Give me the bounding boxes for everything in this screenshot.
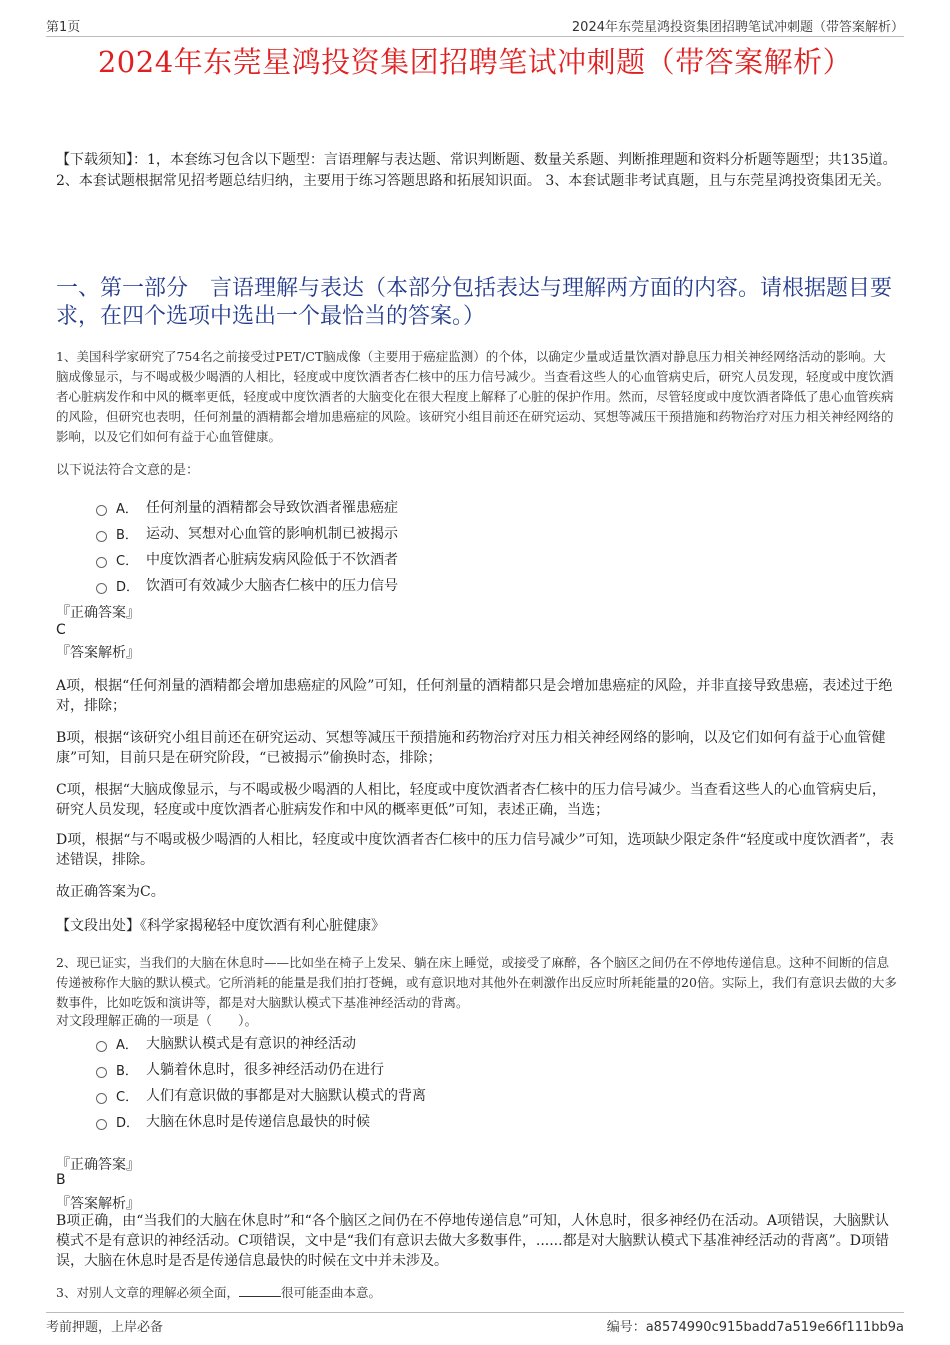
footer-code: 编号：a8574990c915badd7a519e66f111bb9a: [606, 1320, 904, 1335]
option-text: 饮酒可有效减少大脑杏仁核中的压力信号: [146, 578, 398, 594]
q1-option-d[interactable]: D． 饮酒可有效减少大脑杏仁核中的压力信号: [96, 572, 856, 598]
option-text: 大脑默认模式是有意识的神经活动: [146, 1036, 356, 1052]
q1-answer: C: [56, 622, 66, 638]
radio-icon[interactable]: [96, 557, 107, 568]
section-heading: 一、第一部分 言语理解与表达（本部分包括表达与理解两方面的内容。请根据题目要求，在四个选项中选出一个最恰当的答案。）: [56, 276, 893, 329]
q2-ask: 对文段理解正确的一项是（ ）。: [56, 1014, 258, 1029]
q1-stem: 1、美国科学家研究了754名之前接受过PET/CT脑成像（主要用于癌症监测）的个体，以确定少量或适量饮酒对静息压力相关神经网络活动的影响。大脑成像显示，与不喝或极少喝酒的人相比，轻度或中度饮酒者杏仁核中的压力信号减少。当查看这些人的心血管病史后，研究人员发现，轻度或中度饮酒者心脏病发作和中风的概率更低，轻度或中度饮酒者的大脑变化在很大程度上解释了心脏的保护作用。然而，尽管轻度或中度饮酒者降低了患心血管疾病的风险，但研究也表明，任何剂量的酒精都会增加患癌症的风险。该研究小组目前还在研究运动、冥想等减压干预措施和药物治疗对压力相关神经网络的影响，以及它们如何有益于心血管健康。: [56, 349, 894, 444]
radio-icon[interactable]: [96, 1119, 107, 1130]
option-text: 大脑在休息时是传递信息最快的时候: [146, 1114, 370, 1130]
option-text: 任何剂量的酒精都会导致饮酒者罹患癌症: [146, 500, 398, 516]
q1-conclusion: 故正确答案为C。: [56, 884, 165, 900]
q1-option-b[interactable]: B． 运动、冥想对心血管的影响机制已被揭示: [96, 520, 856, 546]
option-text: 中度饮酒者心脏病发病风险低于不饮酒者: [146, 552, 398, 568]
q2-option-d[interactable]: D． 大脑在休息时是传递信息最快的时候: [96, 1108, 856, 1134]
download-notice: 【下载须知】：1，本套练习包含以下题型：言语理解与表达题、常识判断题、数量关系题、判断推理题和资料分析题等题型；共135道。 2、本套试题根据常见招考题总结归纳，主要用于练习答题思路和拓展知识面。 3、本套试题非考试真题，且与东莞星鸿投资集团无关。: [56, 152, 897, 189]
radio-icon[interactable]: [96, 531, 107, 542]
q1-options: [96, 494, 856, 598]
q2-option-a[interactable]: A． 大脑默认模式是有意识的神经活动: [96, 1030, 856, 1056]
q2-answer-label: 『正确答案』: [56, 1157, 140, 1173]
q1-analysis-label: 『答案解析』: [56, 645, 140, 661]
q2-analysis-label: 『答案解析』: [56, 1196, 140, 1212]
q1-ask: 以下说法符合文意的是：: [56, 463, 200, 478]
radio-icon[interactable]: [96, 1067, 107, 1078]
option-text: 运动、冥想对心血管的影响机制已被揭示: [146, 526, 398, 542]
page-number: 第1页: [46, 20, 81, 35]
q1-analysis-b: B项，根据“该研究小组目前还在研究运动、冥想等减压干预措施和药物治疗对压力相关神经网络的影响，以及它们如何有益于心血管健康”可知，目前只是在研究阶段，“已被揭示”偷换时态，排除；: [56, 730, 886, 766]
q2-answer: B: [56, 1172, 66, 1188]
document-title: 2024年东莞星鸿投资集团招聘笔试冲刺题（带答案解析）: [97, 45, 853, 79]
q2-option-b[interactable]: B． 人躺着休息时，很多神经活动仍在进行: [96, 1056, 856, 1082]
footer-slogan: 考前押题，上岸必备: [46, 1320, 164, 1335]
radio-icon[interactable]: [96, 505, 107, 516]
q1-analysis-c: C项，根据“大脑成像显示，与不喝或极少喝酒的人相比，轻度或中度饮酒者杏仁核中的压力信号减少。当查看这些人的心血管病史后，研究人员发现，轻度或中度饮酒者心脏病发作和中风的概率更低”可知，表述正确，当选；: [56, 782, 886, 818]
page-footer: [46, 1312, 904, 1335]
q1-source: 【文段出处】《科学家揭秘轻中度饮酒有利心脏健康》: [56, 918, 385, 934]
q1-option-c[interactable]: C． 中度饮酒者心脏病发病风险低于不饮酒者: [96, 546, 856, 572]
q2-options: [96, 1030, 856, 1134]
q2-stem: 2、现已证实，当我们的大脑在休息时——比如坐在椅子上发呆、躺在床上睡觉，或接受了麻醉，各个脑区之间仍在不停地传递信息。这种不间断的信息传递被称作大脑的默认模式。它所消耗的能量是我们拍打苍蝇，或有意识地对其他外在刺激作出反应时所耗能量的20倍。实际上，我们有意识去做的大多数事件，比如吃饭和演讲等，都是对大脑默认模式下基准神经活动的背离。: [56, 955, 897, 1010]
q3-stem: 3、对别人文章的理解必须全面， 很可能歪曲本意。: [56, 1285, 381, 1300]
q1-analysis-d: D项，根据“与不喝或极少喝酒的人相比，轻度或中度饮酒者杏仁核中的压力信号减少”可知，选项缺少限定条件“轻度或中度饮酒者”，表述错误，排除。: [56, 832, 894, 868]
header-doc-title: 2024年东莞星鸿投资集团招聘笔试冲刺题（带答案解析）: [571, 20, 904, 35]
page-header: [46, 14, 904, 37]
q1-answer-label: 『正确答案』: [56, 605, 140, 621]
q1-analysis-a: A项，根据“任何剂量的酒精都会增加患癌症的风险”可知，任何剂量的酒精都只是会增加患癌症的风险，并非直接导致患癌，表述过于绝对，排除；: [56, 678, 893, 714]
q2-analysis: B项正确，由“当我们的大脑在休息时”和“各个脑区之间仍在不停地传递信息”可知，人休息时，很多神经仍在活动。A项错误，大脑默认模式不是有意识的神经活动。C项错误，文中是“我们有意识去做大多数事件，......都是对大脑默认模式下基准神经活动的背离”。D项错误，大脑在休息时是否是传递信息最快的时候在文中并未涉及。: [56, 1213, 890, 1269]
q1-option-a[interactable]: A． 任何剂量的酒精都会导致饮酒者罹患癌症: [96, 494, 856, 520]
fill-blank[interactable]: [239, 1284, 281, 1297]
radio-icon[interactable]: [96, 1093, 107, 1104]
option-text: 人们有意识做的事都是对大脑默认模式的背离: [146, 1088, 426, 1104]
option-text: 人躺着休息时，很多神经活动仍在进行: [146, 1062, 384, 1078]
q2-option-c[interactable]: C． 人们有意识做的事都是对大脑默认模式的背离: [96, 1082, 856, 1108]
radio-icon[interactable]: [96, 1041, 107, 1052]
radio-icon[interactable]: [96, 583, 107, 594]
